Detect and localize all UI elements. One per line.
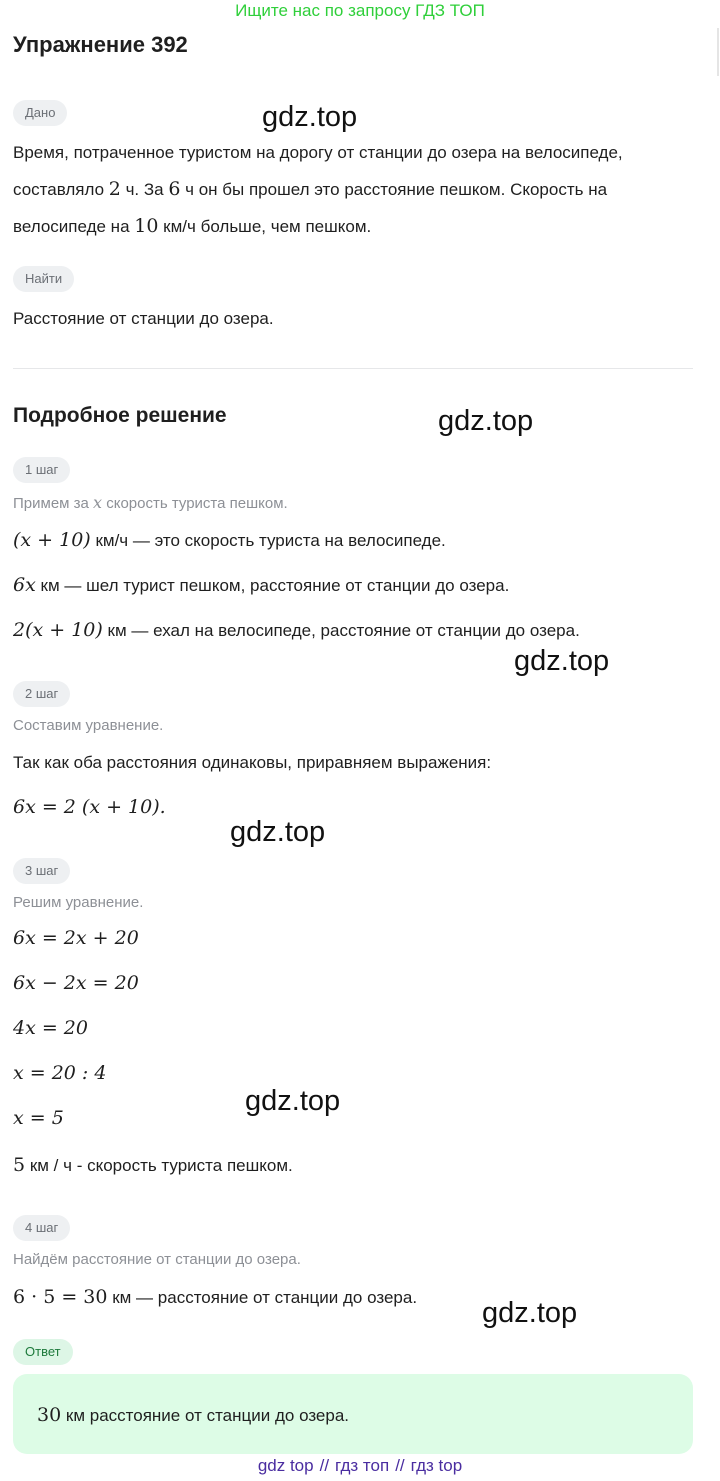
step-1-line-1 [13,529,446,551]
line-text: км/ч — это скорость туриста на велосипеде. [90,531,446,550]
math-expression: 2(x + 10) [13,619,103,641]
watermark: gdz.top [482,1297,578,1329]
step-2-line-1: Так как оба расстояния одинаковы, приравняем выражения: [13,753,492,772]
footer-links [0,1456,720,1476]
step-1-line-3 [13,619,580,641]
line-text: км расстояние от станции до озера. [61,1406,350,1425]
find-text: Расстояние от станции до озера. [13,309,274,328]
page-title: Упражнение 392 [13,32,188,57]
watermark: gdz.top [514,645,610,677]
top-banner[interactable]: Ищите нас по запросу ГДЗ ТОП [235,1,485,20]
step-2-equation: 6x = 2 (x + 10). [13,796,166,818]
find-chip: Найти [13,266,74,292]
given-line-2 [13,171,703,208]
hint-text: скорость туриста пешком. [102,495,288,512]
step-3-equation: 4x = 20 [13,1017,88,1039]
line-text: км — ехал на велосипеде, расстояние от станции до озера. [102,621,580,640]
step-1-hint [13,493,288,512]
solution-title: Подробное решение [13,404,227,427]
given-text-part: ч. За [120,180,169,199]
step-3-chip: 3 шаг [13,858,70,884]
step-3-hint: Решим уравнение. [13,894,144,911]
given-text [13,135,703,245]
divider [13,368,693,369]
watermark: gdz.top [245,1085,341,1117]
hint-text: Примем за [13,495,94,512]
footer-separator: // [319,1456,330,1475]
step-2-hint: Составим уравнение. [13,717,164,734]
step-1-chip: 1 шаг [13,457,70,483]
watermark: gdz.top [230,816,326,848]
line-text: км / ч - скорость туриста пешком. [25,1156,293,1175]
math-expression: 6x [13,574,36,596]
answer-chip: Ответ [13,1339,73,1365]
given-number: 2 [108,178,121,200]
given-text-part: велосипеде на [13,217,135,236]
watermark: gdz.top [262,101,358,133]
given-number: 6 [168,178,181,200]
footer-link[interactable]: gdz top [257,1456,314,1475]
math-expression: 30 [37,1404,62,1426]
given-line-1: Время, потраченное туристом на дорогу от станции до озера на велосипеде, [13,143,623,162]
footer-link[interactable]: гдз топ [335,1456,390,1475]
given-text-part: составляло [13,180,109,199]
line-text: км — шел турист пешком, расстояние от станции до озера. [35,576,510,595]
step-4-hint: Найдём расстояние от станции до озера. [13,1251,301,1268]
footer-separator: // [395,1456,405,1475]
scroll-edge [717,28,719,76]
watermark: gdz.top [438,405,534,437]
step-3-equation: x = 20 : 4 [13,1062,107,1084]
answer-text [37,1404,349,1426]
hint-variable: x [93,493,103,512]
step-3-result [13,1154,293,1176]
math-expression: (x + 10) [13,529,91,551]
step-3-equation: 6x = 2x + 20 [13,927,139,949]
math-expression: 5 [13,1154,26,1176]
given-text-part: ч он бы прошел это расстояние пешком. Скорость на [180,180,608,199]
step-4-chip: 4 шаг [13,1215,70,1241]
step-1-line-2 [13,574,509,596]
given-number: 10 [134,215,159,237]
footer-link[interactable]: гдз top [410,1456,463,1475]
step-3-equation: x = 5 [13,1107,64,1129]
step-4-line-1 [13,1286,417,1308]
math-expression: 6 · 5 = 30 [13,1286,108,1308]
step-2-chip: 2 шаг [13,681,70,707]
given-line-3 [13,208,703,245]
step-3-equation: 6x − 2x = 20 [13,972,139,994]
line-text: км — расстояние от станции до озера. [107,1288,418,1307]
given-chip: Дано [13,100,67,126]
given-text-part: км/ч больше, чем пешком. [158,217,372,236]
